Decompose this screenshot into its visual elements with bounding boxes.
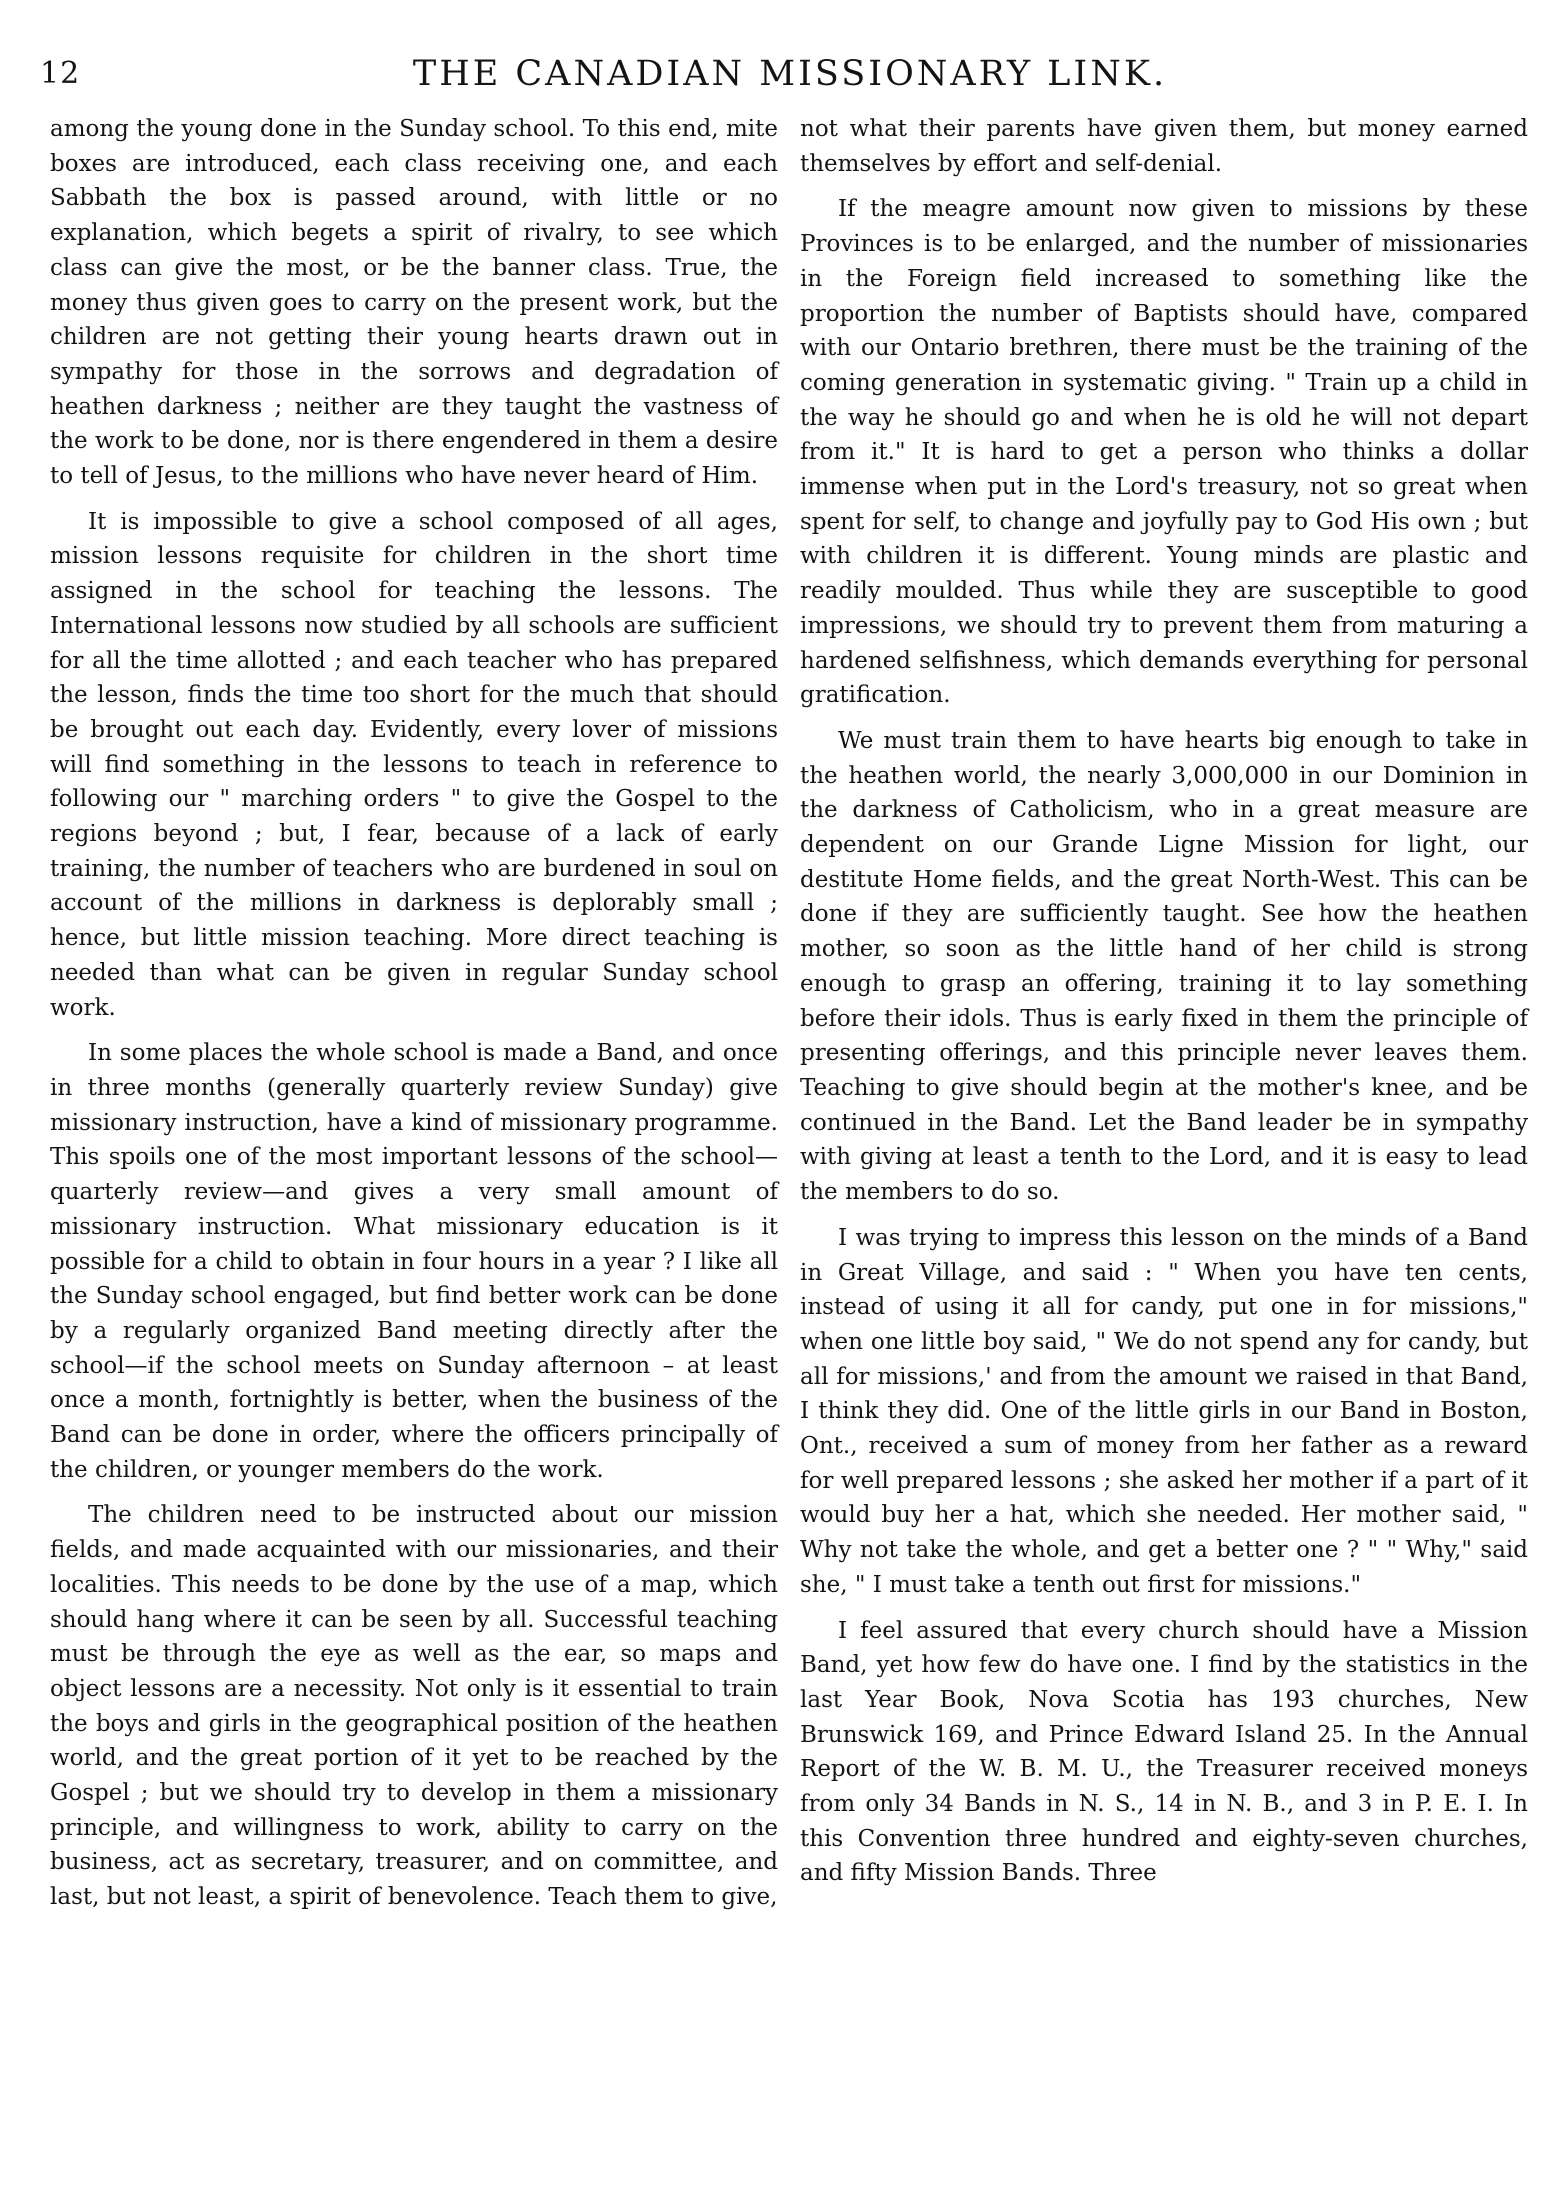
right-column bbox=[800, 112, 1528, 1891]
right-paragraph-3: We must train them to have hearts big enough to take in the heathen world, the nearly 3,000,000 in our Dominion in the darkness of Catholicism, who in a great measure are dependent on our Grande Ligne Mission for light, our destitute Home fields, and the great North-West. This can be done if they are sufficiently taught. See how the heathen mother, so soon as the little hand of her child is strong enough to grasp an offering, training it to lay something before their idols. Thus is early fixed in them the principle of presenting offerings, and this principle never leaves them. Teaching to give should begin at the mother's knee, and be continued in the Band. Let the Band leader be in sympathy with giving at least a tenth to the Lord, and it is easy to lead the members to do so. bbox=[800, 727, 1528, 1206]
left-paragraph-2: It is impossible to give a school composed of all ages, mission lessons requisite for children in the short time assigned in the school for teaching the lessons. The International lessons now studied by all schools are sufficient for all the time allotted ; and each teacher who has prepared the lesson, finds the time too short for the much that should be brought out each day. Evidently, every lover of missions will find something in the lessons to teach in reference to following our " marching orders " to give the Gospel to the regions beyond ; but, I fear, because of a lack of early training, the number of teachers who are burdened in soul on account of the millions in darkness is deplorably small ; hence, but little mission teaching. More direct teaching is needed than what can be given in regular Sunday school work. bbox=[50, 508, 778, 1021]
right-paragraph-1: not what their parents have given them, but money earned themselves by effort and self-denial. bbox=[800, 116, 1528, 177]
page-header bbox=[40, 52, 1520, 102]
right-paragraph-5: I feel assured that every church should have a Mission Band, yet how few do have one. I find by the statistics in the last Year Book, Nova Scotia has 193 churches, New Brunswick 169, and Prince Edward Island 25. In the Annual Report of the W. B. M. U., the Treasurer received moneys from only 34 Bands in N. S., 14 in N. B., and 3 in P. E. I. In this Convention three hundred and eighty-seven churches, and fifty Mission Bands. Three bbox=[800, 1617, 1528, 1887]
page-number: 12 bbox=[40, 56, 81, 91]
right-paragraph-4: I was trying to impress this lesson on the minds of a Band in Great Village, and said : " When you have ten cents, instead of using it all for candy, put one in for missions," when one little boy said, " We do not spend any for candy, but all for missions,' and from the amount we raised in that Band, I think they did. One of the little girls in our Band in Boston, Ont., received a sum of money from her father as a reward for well prepared lessons ; she asked her mother if a part of it would buy her a hat, which she needed. Her mother said, " Why not take the whole, and get a better one ? " " Why," said she, " I must take a tenth out first for missions." bbox=[800, 1224, 1528, 1598]
left-paragraph-3: In some places the whole school is made a Band, and once in three months (generally quarterly review Sunday) give missionary instruction, have a kind of missionary programme. This spoils one of the most important lessons of the school—quarterly review—and gives a very small amount of missionary instruction. What missionary education is it possible for a child to obtain in four hours in a year ? I like all the Sunday school engaged, but find better work can be done by a regularly organized Band meeting directly after the school—if the school meets on Sunday afternoon – at least once a month, fortnightly is better, when the business of the Band can be done in order, where the officers principally of the children, or younger members do the work. bbox=[50, 1040, 778, 1483]
left-paragraph-4: The children need to be instructed about our mission fields, and made acquainted with our missionaries, and their localities. This needs to be done by the use of a map, which should hang where it can be seen by all. Successful teaching must be through the eye as well as the ear, so maps and object lessons are a necessity. Not only is it essential to train the boys and girls in the geographical position of the heathen world, and the great portion of it yet to be reached by the Gospel ; but we should try to develop in them a missionary principle, and willingness to work, ability to carry on the business, act as secretary, treasurer, and on committee, and last, but not least, a spirit of benevolence. Teach them to give, bbox=[50, 1502, 778, 1911]
journal-title: THE CANADIAN MISSIONARY LINK. bbox=[412, 54, 1168, 94]
left-paragraph-1: among the young done in the Sunday school. To this end, mite boxes are introduced, each class receiving one, and each Sabbath the box is passed around, with little or no explanation, which begets a spirit of rivalry, to see which class can give the most, or be the banner class. True, the money thus given goes to carry on the present work, but the children are not getting their young hearts drawn out in sympathy for those in the sorrows and degradation of heathen darkness ; neither are they taught the vastness of the work to be done, nor is there engendered in them a desire to tell of Jesus, to the millions who have never heard of Him. bbox=[50, 116, 778, 490]
right-paragraph-2: If the meagre amount now given to missions by these Provinces is to be enlarged, and the number of missionaries in the Foreign field increased to something like the proportion the number of Baptists should have, compared with our Ontario brethren, there must be the training of the coming generation in systematic giving. " Train up a child in the way he should go and when he is old he will not depart from it." It is hard to get a person who thinks a dollar immense when put in the Lord's treasury, not so great when spent for self, to change and joyfully pay to God His own ; but with children it is different. Young minds are plastic and readily moulded. Thus while they are susceptible to good impressions, we should try to prevent them from maturing a hardened selfishness, which demands everything for personal gratification. bbox=[800, 196, 1528, 709]
left-column bbox=[50, 112, 778, 1915]
